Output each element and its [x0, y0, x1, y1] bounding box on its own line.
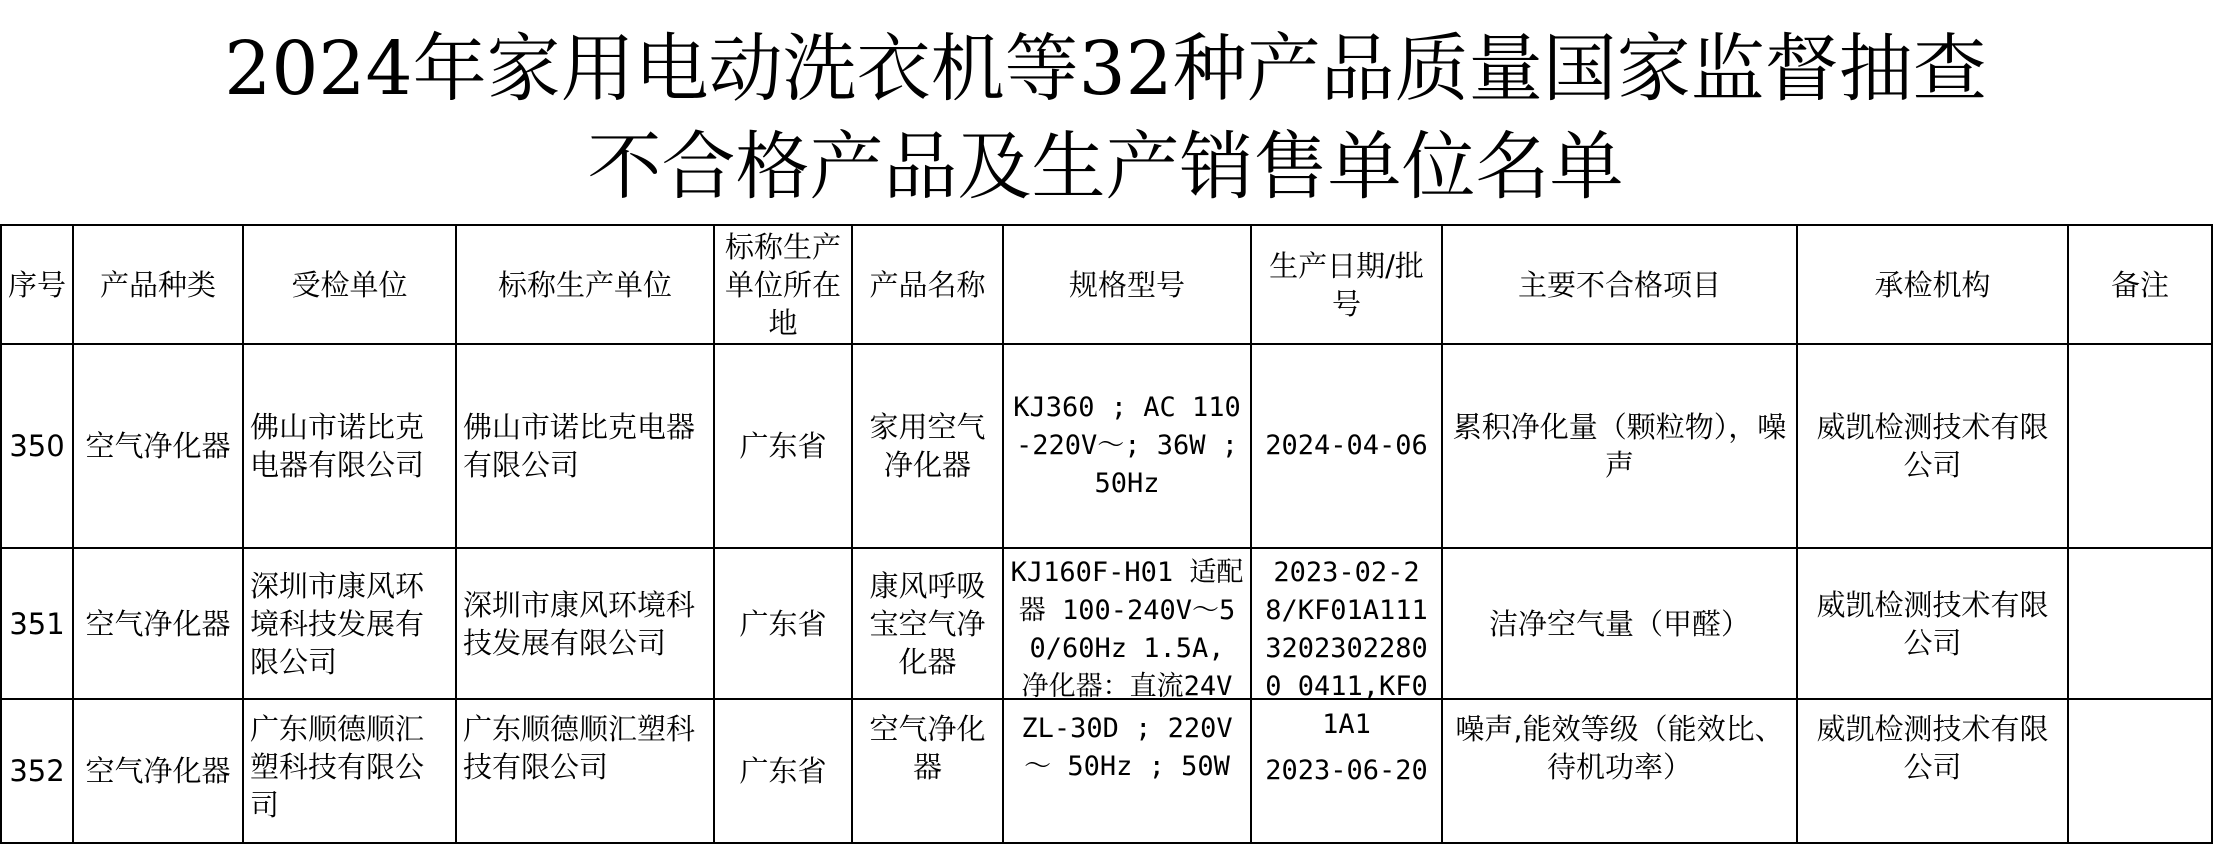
cell-failed-items: 累积净化量（颗粒物），噪声 — [1442, 344, 1797, 548]
cell-remarks — [2068, 344, 2212, 548]
table-row — [1, 344, 2212, 548]
cell-inspected-unit: 深圳市康风环境科技发展有限公司 — [243, 548, 456, 699]
cell-product-name: 康风呼吸宝空气净化器 — [852, 548, 1003, 699]
cell-production-date: 2023-06-20 — [1251, 699, 1442, 843]
cell-remarks — [2068, 548, 2212, 699]
cell-remarks — [2068, 699, 2212, 843]
header-category: 产品种类 — [73, 225, 243, 344]
cell-category: 空气净化器 — [73, 548, 243, 699]
cell-production-date-text: 2023-02-28/KF01A11132023022800 0411,KF01A1 — [1265, 556, 1428, 740]
document-title-line-1: 2024年家用电动洗衣机等32种产品质量国家监督抽查 — [224, 26, 1987, 112]
unqualified-products-table — [0, 224, 2213, 844]
cell-inspection-agency: 威凯检测技术有限公司 — [1797, 548, 2068, 699]
cell-manufacturer: 深圳市康风环境科技发展有限公司 — [456, 548, 714, 699]
cell-model: KJ360 ; AC 110-220V～; 36W ; 50Hz — [1003, 344, 1251, 548]
cell-location: 广东省 — [714, 548, 852, 699]
cell-failed-items: 洁净空气量（甲醛） — [1442, 548, 1797, 699]
table-row — [1, 548, 2212, 699]
header-model: 规格型号 — [1003, 225, 1251, 344]
cell-production-date — [1251, 548, 1442, 740]
document-title-line-2: 不合格产品及生产销售单位名单 — [587, 124, 1624, 210]
cell-seq: 351 — [1, 548, 73, 699]
header-inspected-unit: 受检单位 — [243, 225, 456, 344]
cell-location: 广东省 — [714, 344, 852, 548]
cell-product-name: 家用空气净化器 — [852, 344, 1003, 548]
cell-model-text: KJ160F-H01 适配器 100-240V～50/60Hz 1.5A, 净化器：直流24V — [1010, 556, 1244, 702]
header-inspection-agency: 承检机构 — [1797, 225, 2068, 344]
cell-production-date: 2024-04-06 — [1251, 344, 1442, 548]
header-product-name: 产品名称 — [852, 225, 1003, 344]
cell-model — [1003, 548, 1251, 702]
cell-inspected-unit: 广东顺德顺汇塑科技有限公司 — [243, 699, 456, 843]
header-failed-items: 主要不合格项目 — [1442, 225, 1797, 344]
cell-manufacturer: 广东顺德顺汇塑科技有限公司 — [456, 699, 714, 843]
cell-inspected-unit: 佛山市诺比克电器有限公司 — [243, 344, 456, 548]
cell-seq: 352 — [1, 699, 73, 843]
cell-model: ZL-30D ; 220V ～ 50Hz ; 50W — [1003, 699, 1251, 843]
cell-failed-items: 噪声,能效等级（能效比、待机功率） — [1442, 699, 1797, 843]
cell-inspection-agency: 威凯检测技术有限公司 — [1797, 344, 2068, 548]
cell-product-name: 空气净化器 — [852, 699, 1003, 843]
header-remarks: 备注 — [2068, 225, 2212, 344]
cell-category: 空气净化器 — [73, 699, 243, 843]
header-seq: 序号 — [1, 225, 73, 344]
cell-location: 广东省 — [714, 699, 852, 843]
header-row — [1, 225, 2212, 344]
header-production-date: 生产日期/批号 — [1251, 225, 1442, 344]
cell-seq: 350 — [1, 344, 73, 548]
table-row — [1, 699, 2212, 843]
cell-inspection-agency: 威凯检测技术有限公司 — [1797, 699, 2068, 843]
cell-category: 空气净化器 — [73, 344, 243, 548]
header-location: 标称生产单位所在地 — [714, 225, 852, 344]
header-manufacturer: 标称生产单位 — [456, 225, 714, 344]
cell-manufacturer: 佛山市诺比克电器有限公司 — [456, 344, 714, 548]
